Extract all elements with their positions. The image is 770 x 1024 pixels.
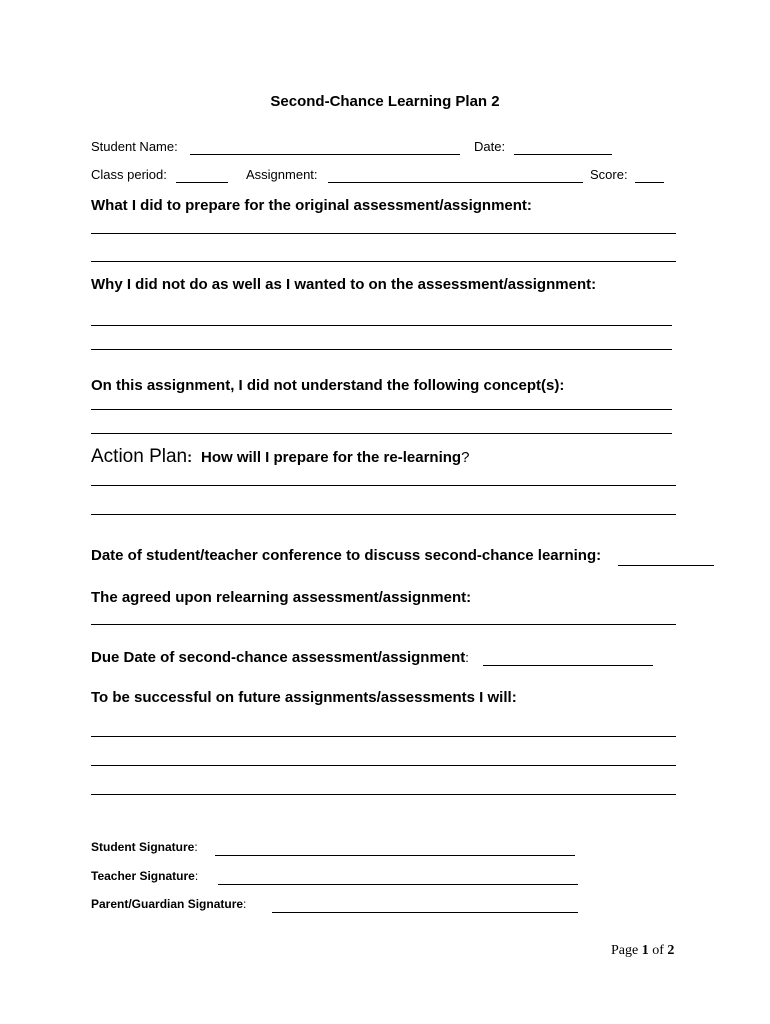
answer-line[interactable]	[91, 233, 676, 234]
teacher-signature-colon: :	[194, 869, 199, 883]
page-total: 2	[667, 943, 675, 958]
action-plan-heading	[91, 446, 469, 468]
due-date-colon: :	[465, 650, 469, 665]
student-signature-field[interactable]	[215, 855, 575, 856]
student-name-label: Student Name:	[91, 139, 178, 154]
question-conference: Date of student/teacher conference to discuss second-chance learning:	[91, 547, 602, 564]
answer-line[interactable]	[91, 349, 672, 350]
parent-signature-colon: :	[243, 897, 247, 911]
action-plan-title: Action Plan	[91, 446, 188, 467]
answer-line[interactable]	[91, 409, 672, 410]
teacher-signature-text: Teacher Signature	[91, 869, 195, 883]
question-prepare: What I did to prepare for the original assessment/assignment:	[91, 197, 532, 214]
student-signature-colon: :	[194, 840, 198, 854]
action-plan-question: How will I prepare for the re-learning	[201, 449, 462, 466]
answer-line[interactable]	[91, 624, 676, 625]
question-agreed: The agreed upon relearning assessment/assignment:	[91, 589, 472, 606]
due-date-field[interactable]	[483, 665, 653, 666]
student-signature-text: Student Signature	[91, 840, 195, 854]
teacher-signature-label	[91, 869, 198, 883]
due-date-heading	[91, 649, 469, 667]
teacher-signature-field[interactable]	[218, 884, 578, 885]
date-label: Date:	[474, 139, 506, 154]
class-period-field[interactable]	[176, 182, 228, 183]
assignment-field[interactable]	[328, 182, 583, 183]
assignment-label: Assignment:	[246, 167, 318, 182]
answer-line[interactable]	[91, 325, 672, 326]
answer-line[interactable]	[91, 514, 676, 515]
parent-signature-label	[91, 897, 246, 911]
conference-date-field[interactable]	[618, 565, 714, 566]
answer-line[interactable]	[91, 485, 676, 486]
question-concepts: On this assignment, I did not understand the following concept(s):	[91, 377, 565, 394]
score-label: Score:	[590, 167, 628, 182]
question-why: Why I did not do as well as I wanted to on the assessment/assignment:	[91, 276, 597, 293]
of-word: of	[652, 943, 664, 958]
answer-line[interactable]	[91, 433, 672, 434]
action-plan-colon: :	[187, 449, 193, 466]
page-current: 1	[641, 943, 649, 958]
student-name-field[interactable]	[190, 154, 460, 155]
question-due-date: Due Date of second-chance assessment/assignment	[91, 649, 466, 666]
answer-line[interactable]	[91, 794, 676, 795]
date-field[interactable]	[514, 154, 612, 155]
parent-signature-text: Parent/Guardian Signature	[91, 897, 244, 911]
page-word: Page	[611, 943, 639, 958]
page-indicator	[611, 943, 674, 959]
answer-line[interactable]	[91, 261, 676, 262]
parent-signature-field[interactable]	[272, 912, 578, 913]
answer-line[interactable]	[91, 765, 676, 766]
question-future: To be successful on future assignments/assessments I will:	[91, 689, 517, 706]
answer-line[interactable]	[91, 736, 676, 737]
student-signature-label	[91, 840, 198, 854]
class-period-label: Class period:	[91, 167, 167, 182]
action-plan-qmark: ?	[461, 449, 470, 466]
score-field[interactable]	[635, 182, 664, 183]
page-title: Second-Chance Learning Plan 2	[270, 93, 500, 110]
